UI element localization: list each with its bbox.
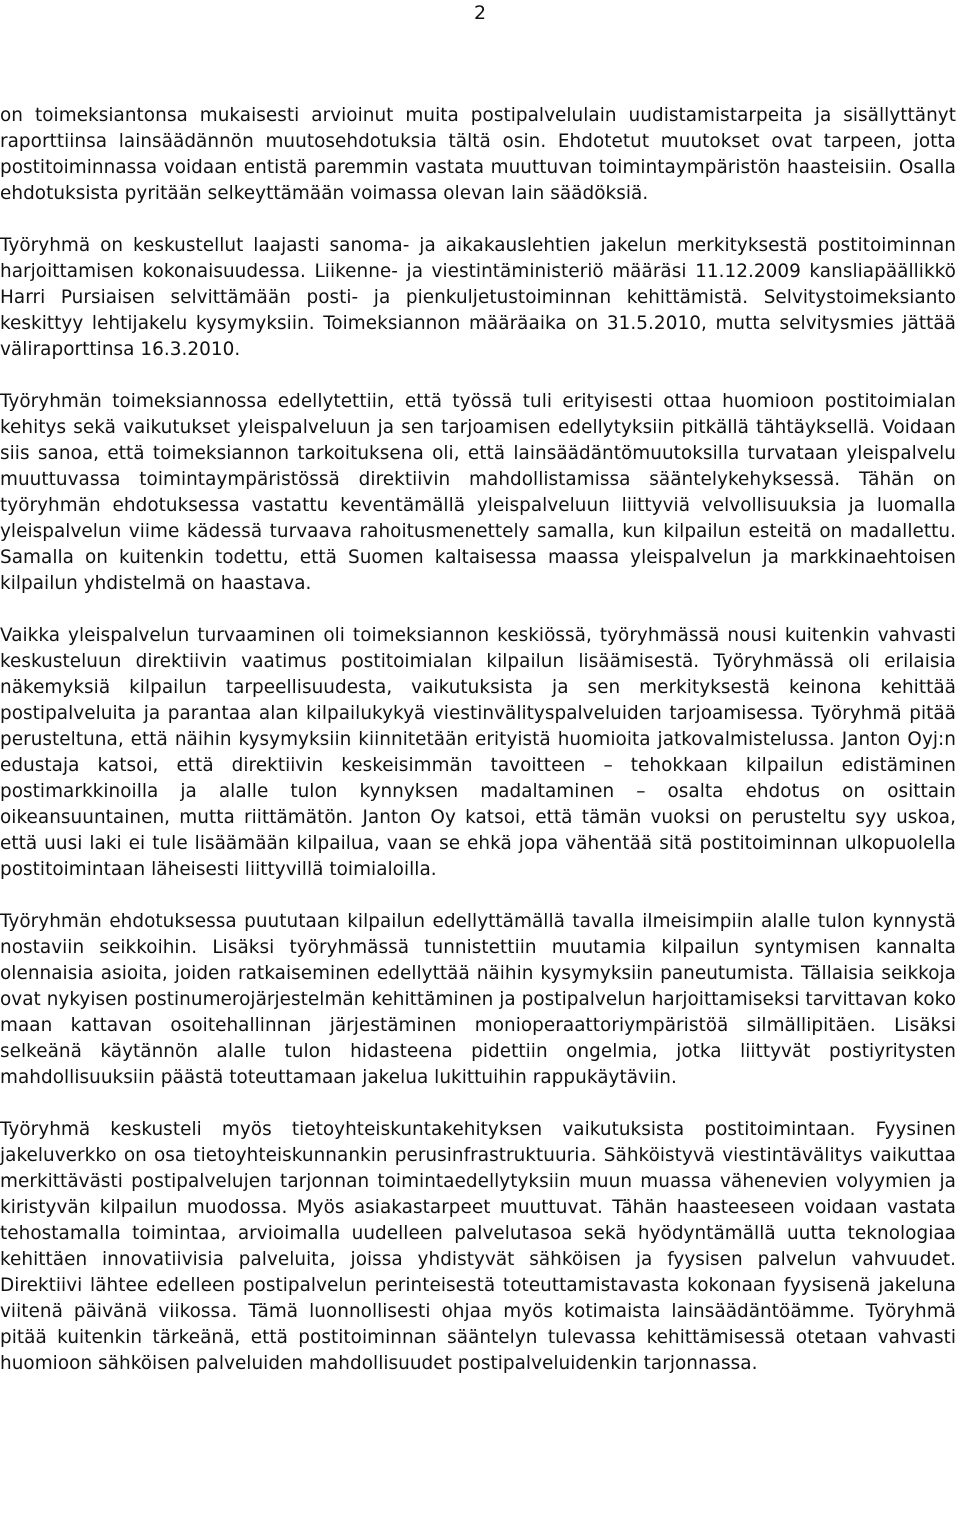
paragraph-6: Työryhmä keskusteli myös tietoyhteiskuntakehityksen vaikutuksista postitoimintaan. Fyysinen jakeluverkko on osa tietoyhteiskunnankin perusinfrastruktuuria. Sähköistyvä viestintävälitys vaikuttaa merkittävästi postipalvelujen tarjonnan toimintaedellytyksiin muun muassa vähenevien volyymien ja kiristyvän kilpailun muodossa. Myös asiakastarpeet muuttuvat. Tähän haasteeseen voidaan vastata tehostamalla toimintaa, arvioimalla uudelleen palvelutasoa sekä hyödyntämällä uutta teknologiaa kehittäen innovatiivisia palveluita, joissa yhdistyvät sähköisen ja fyysisen palvelun vahvuudet. Direktiivi lähtee edelleen postipalvelun perinteisestä toteuttamistavasta kokonaan fyysisenä jakeluna viitenä päivänä viikossa. Tämä luonnollisesti ohjaa myös kotimaista lainsäädäntöämme. Työryhmä pitää kuitenkin tärkeänä, että postitoiminnan sääntelyn tulevassa kehittämisessä otetaan vahvasti huomioon sähköisen palveluiden mahdollisuudet postipalveluidenkin tarjonnassa. <box>0 1119 956 1374</box>
paragraph-3: Työryhmän toimeksiannossa edellytettiin, että työssä tuli erityisesti ottaa huomioon postitoimialan kehitys sekä vaikutukset yleispalveluun ja sen tarjoamisen edellytyksiin pitkällä tähtäyksellä. Voidaan siis sanoa, että toimeksiannon tarkoituksena oli, että lainsäädäntömuutoksilla turvataan yleispalvelu muuttuvassa toimintaympäristössä direktiivin mahdollistamissa sääntelykehyksessä. Tähän on työryhmän ehdotuksessa vastattu keventämällä yleispalveluun liittyviä velvollisuuksia ja luomalla yleispalvelun viime kädessä turvaava rahoitusmenettely samalla, kun kilpailun esteitä on madallettu. Samalla on kuitenkin todettu, että Suomen kaltaisessa maassa yleispalvelun ja markkinaehtoisen kilpailun yhdistelmä on haastava. <box>0 391 956 594</box>
page-number: 2 <box>473 2 487 24</box>
paragraph-5: Työryhmän ehdotuksessa puututaan kilpailun edellyttämällä tavalla ilmeisimpiin alalle tulon kynnystä nostaviin seikkoihin. Lisäksi työryhmässä tunnistettiin muutamia kilpailun syntymisen kannalta olennaisia asioita, joiden ratkaiseminen edellyttää näihin kysymyksiin paneutumista. Tällaisia seikkoja ovat nykyisen postinumerojärjestelmän kehittäminen ja postipalvelun harjoittamiseksi tarvittavan koko maan kattavan osoitehallinnan järjestäminen monioperaattoriympäristöä silmällipitäen. Lisäksi selkeänä käytännön alalle tulon hidasteena pidettiin ongelmia, jotka liittyvät postiyritysten mahdollisuuksiin päästä toteuttamaan jakelua lukittuihin rappukäytäviin. <box>0 911 956 1088</box>
paragraph-4: Vaikka yleispalvelun turvaaminen oli toimeksiannon keskiössä, työryhmässä nousi kuitenkin vahvasti keskusteluun direktiivin vaatimus postitoimialan kilpailun lisäämisestä. Työryhmässä oli erilaisia näkemyksiä kilpailun tarpeellisuudesta, vaikutuksista ja sen merkityksestä keinona kehittää postipalveluita ja parantaa alan kilpailukykyä viestinvälityspalveluiden tarjoamisessa. Työryhmä pitää perusteltuna, että näihin kysymyksiin kiinnitetään erityistä huomioita jatkovalmistelussa. Janton Oyj:n edustaja katsoi, että direktiivin keskeisimmän tavoitteen – tehokkaan kilpailun edistäminen postimarkkinoilla ja alalle tulon kynnyksen madaltaminen – osalta ehdotus on osittain oikeansuuntainen, mutta riittämätön. Janton Oy katsoi, että tämän vuoksi on perusteltu syy uskoa, että uusi laki ei tule lisäämään kilpailua, vaan se ehkä jopa vähentää sitä postitoiminnan ulkopuolella postitoimintaan läheisesti liittyvillä toimialoilla. <box>0 625 956 880</box>
document-body <box>0 103 956 1377</box>
paragraph-2: Työryhmä on keskustellut laajasti sanoma- ja aikakauslehtien jakelun merkityksestä postitoiminnan harjoittamisen kokonaisuudessa. Liikenne- ja viestintäministeriö määräsi 11.12.2009 kansliapäällikkö Harri Pursiaisen selvittämään posti- ja pienkuljetustoiminnan kehittämistä. Selvitystoimeksianto keskittyy lehtijakelu kysymyksiin. Toimeksiannon määräaika on 31.5.2010, mutta selvitysmies jättää väliraporttinsa 16.3.2010. <box>0 235 956 360</box>
paragraph-1: on toimeksiantonsa mukaisesti arvioinut muita postipalvelulain uudistamistarpeita ja sisällyttänyt raporttiinsa lainsäädännön muutosehdotuksia tältä osin. Ehdotetut muutokset ovat tarpeen, jotta postitoiminnassa voidaan entistä paremmin vastata muuttuvan toimintaympäristön haasteisiin. Osalla ehdotuksista pyritään selkeyttämään voimassa olevan lain säädöksiä. <box>0 105 956 204</box>
